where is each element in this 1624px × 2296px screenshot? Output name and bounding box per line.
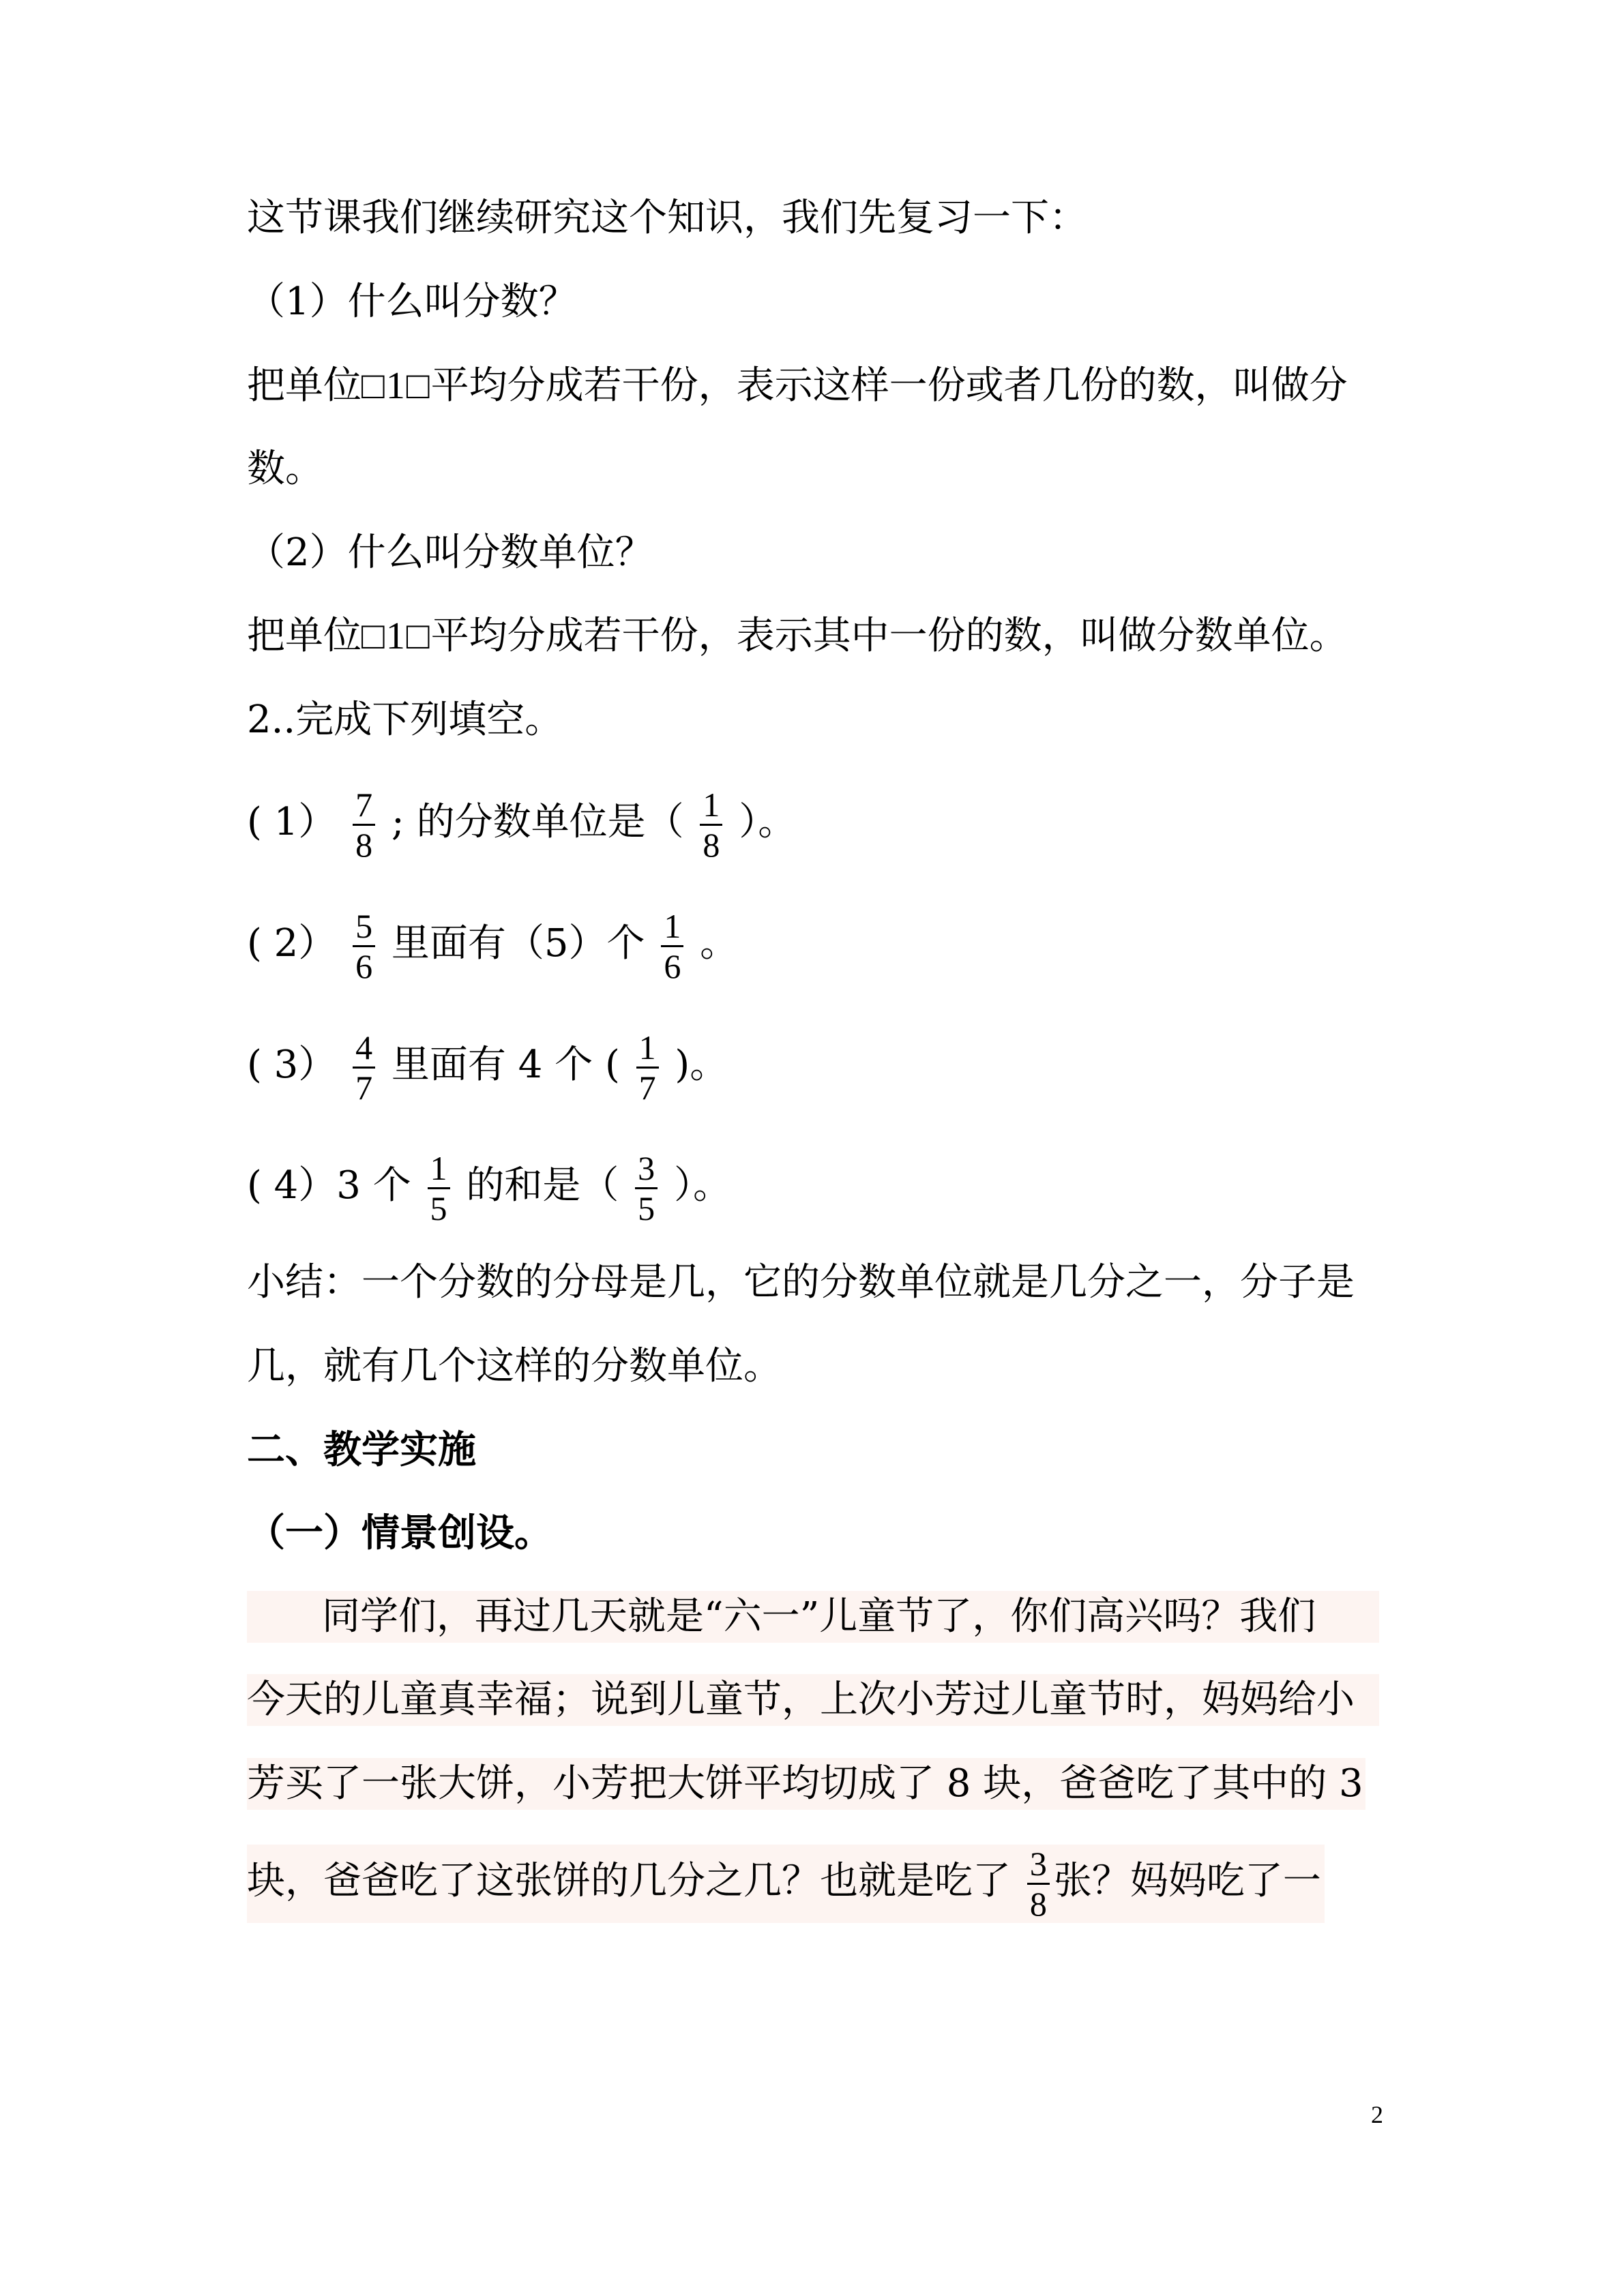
fill-item-1-text-b: ）。 bbox=[739, 800, 797, 844]
placeholder-unit-1: □1□ bbox=[361, 365, 431, 407]
story-line-1: 同学们，再过几天就是“六一”儿童节了，你们高兴吗？我们 bbox=[247, 1591, 1379, 1643]
definition-fraction-part-b: 平均分成若干份，表示这样一份或者几份的数，叫做分 bbox=[430, 363, 1348, 408]
story-line-4-part-b: 张？妈妈吃了一 bbox=[1053, 1859, 1321, 1903]
denominator: 5 bbox=[430, 1189, 447, 1227]
fill-item-2-label: ( 2） bbox=[247, 921, 337, 966]
story-fraction bbox=[1027, 1845, 1050, 1923]
fill-item-3-text-b: )。 bbox=[675, 1043, 728, 1087]
definition-fraction-unit bbox=[247, 610, 1348, 662]
fill-item-2-text-a: 里面有（5）个 bbox=[391, 921, 645, 966]
fill-item-3-label: ( 3） bbox=[247, 1043, 337, 1087]
fill-item-2-text-b: 。 bbox=[700, 921, 739, 966]
definition-unit-part-a: 把单位 bbox=[247, 614, 361, 658]
story-line-3: 芳买了一张大饼，小芳把大饼平均切成了 8 块，爸爸吃了其中的 3 bbox=[247, 1758, 1365, 1810]
definition-fraction-part-a: 把单位 bbox=[247, 363, 361, 408]
denominator: 7 bbox=[638, 1069, 656, 1107]
fill-item-1-label: ( 1） bbox=[247, 800, 337, 844]
numerator: 1 bbox=[428, 1149, 450, 1189]
intro-text: 这节课我们继续研究这个知识，我们先复习一下： bbox=[247, 196, 1087, 240]
definition-unit-part-b: 平均分成若干份，表示其中一份的数，叫做分数单位。 bbox=[430, 614, 1348, 658]
denominator: 8 bbox=[703, 826, 720, 864]
denominator: 6 bbox=[664, 947, 681, 985]
fill-item-3-text-a: 里面有 4 个 ( bbox=[391, 1043, 620, 1087]
question-1: （1）什么叫分数？ bbox=[247, 280, 577, 324]
denominator: 7 bbox=[355, 1069, 373, 1107]
fill-item-4-text-a: 的和是（ bbox=[466, 1163, 619, 1208]
story-line-4-part-a: 块，爸爸吃了这张饼的几分之几？也就是吃了 bbox=[247, 1859, 1011, 1903]
fill-item-4 bbox=[247, 1149, 731, 1227]
task-2-heading: 2..完成下列填空。 bbox=[247, 698, 563, 742]
fill-item-4-answer bbox=[635, 1149, 658, 1227]
fill-item-1-text-a: ; 的分数单位是（ bbox=[391, 800, 684, 844]
story-line-4 bbox=[247, 1845, 1325, 1923]
subsection-heading: （一）情景创设。 bbox=[247, 1510, 552, 1555]
definition-fraction bbox=[247, 360, 1348, 412]
fill-item-1 bbox=[247, 786, 796, 864]
denominator: 6 bbox=[355, 947, 373, 985]
summary-line-1: 小结：一个分数的分母是几，它的分数单位就是几分之一，分子是 bbox=[247, 1260, 1355, 1304]
fill-item-4-label: ( 4）3 个 bbox=[247, 1163, 411, 1208]
fill-item-2-answer bbox=[661, 907, 683, 985]
numerator: 1 bbox=[700, 786, 722, 826]
numerator: 5 bbox=[353, 907, 375, 947]
placeholder-unit-2: □1□ bbox=[361, 615, 431, 657]
numerator: 3 bbox=[635, 1149, 658, 1189]
numerator: 7 bbox=[353, 786, 375, 826]
summary-line-2: 几，就有几个这样的分数单位。 bbox=[247, 1344, 782, 1388]
fill-item-4-fraction bbox=[428, 1149, 450, 1227]
fill-item-3-answer bbox=[636, 1028, 659, 1107]
denominator: 8 bbox=[355, 826, 373, 864]
fill-item-2 bbox=[247, 907, 738, 985]
fill-item-3-fraction bbox=[353, 1028, 375, 1107]
numerator: 1 bbox=[661, 907, 683, 947]
denominator: 8 bbox=[1029, 1885, 1047, 1923]
page-number: 2 bbox=[1371, 2101, 1383, 2128]
numerator: 4 bbox=[353, 1028, 375, 1069]
denominator: 5 bbox=[638, 1189, 655, 1227]
fill-item-3 bbox=[247, 1028, 728, 1107]
question-2: （2）什么叫分数单位？ bbox=[247, 531, 653, 575]
fill-item-4-text-b: ）。 bbox=[673, 1163, 731, 1208]
story-line-2: 今天的儿童真幸福；说到儿童节，上次小芳过儿童节时，妈妈给小 bbox=[247, 1674, 1379, 1726]
section-heading: 二、教学实施 bbox=[247, 1427, 476, 1472]
fill-item-2-fraction bbox=[353, 907, 375, 985]
fill-item-1-answer bbox=[700, 786, 722, 864]
fill-item-1-fraction bbox=[353, 786, 375, 864]
numerator: 1 bbox=[636, 1028, 659, 1069]
numerator: 3 bbox=[1027, 1845, 1050, 1885]
definition-fraction-end: 数。 bbox=[247, 447, 323, 491]
